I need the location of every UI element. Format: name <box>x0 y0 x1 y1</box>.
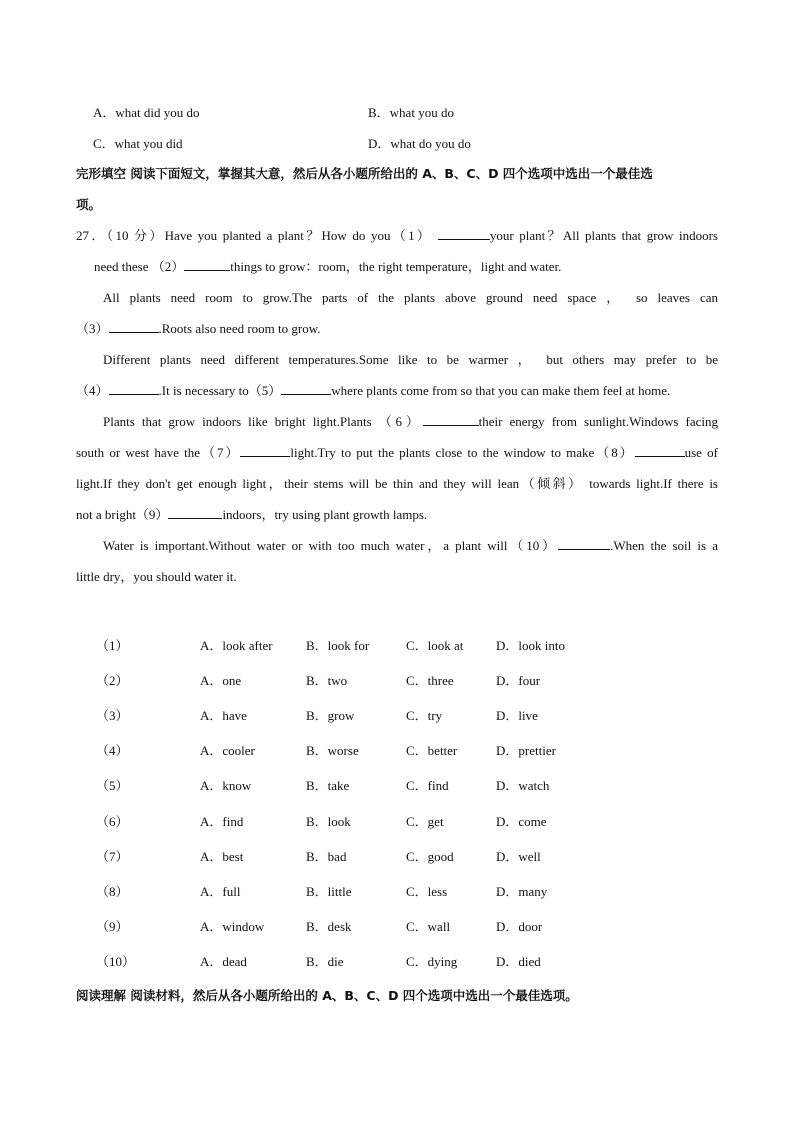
option-row <box>96 846 656 866</box>
option-b[interactable]: B．look for <box>306 638 370 653</box>
option-row <box>96 740 656 760</box>
option-d[interactable]: D．door <box>496 919 543 934</box>
option-a[interactable]: A．look after <box>200 638 273 653</box>
option-b[interactable]: B．look <box>306 814 351 829</box>
blank-2[interactable] <box>184 259 230 271</box>
option-c[interactable]: C．look at <box>406 638 464 653</box>
option-b[interactable]: B．die <box>306 954 344 969</box>
option-a[interactable]: A．cooler <box>200 743 255 758</box>
option-b[interactable]: B．grow <box>306 708 355 723</box>
option-c[interactable]: C．wall <box>406 919 451 934</box>
cloze-heading-cont: 项。 <box>76 197 102 212</box>
option-a[interactable]: A．have <box>200 708 247 723</box>
option-row <box>96 635 656 655</box>
option-number: （7） <box>96 849 129 864</box>
blank-3[interactable] <box>109 321 159 333</box>
option-number: （10） <box>96 954 136 969</box>
option-a[interactable]: A．find <box>200 814 244 829</box>
option-number: （8） <box>96 884 129 899</box>
option-d[interactable]: D．watch <box>496 778 550 793</box>
option-d[interactable]: D．well <box>496 849 541 864</box>
option-c[interactable]: C．less <box>406 884 448 899</box>
option-a[interactable]: A．dead <box>200 954 247 969</box>
blank-10[interactable] <box>558 538 610 550</box>
option-d[interactable]: D．four <box>496 673 541 688</box>
option-row <box>96 881 656 901</box>
reading-heading: 阅读理解 阅读材料，然后从各小题所给出的 A、B、C、D 四个选项中选出一个最佳选项。 <box>76 988 578 1003</box>
prev-option-b: B．what you do <box>368 105 454 120</box>
option-d[interactable]: D．died <box>496 954 541 969</box>
blank-7[interactable] <box>240 445 290 457</box>
option-c[interactable]: C．try <box>406 708 443 723</box>
option-number: （5） <box>96 778 129 793</box>
passage-line-7: Plants that grow indoors like bright light.Plants （6） their energy from sunlight.Windows facing <box>103 414 718 429</box>
blank-5[interactable] <box>281 383 331 395</box>
option-d[interactable]: D．many <box>496 884 548 899</box>
option-c[interactable]: C．get <box>406 814 444 829</box>
passage-line-5: Different plants need different temperatures.Some like to be warmer ， but others may prefer to be <box>103 352 718 367</box>
option-row <box>96 916 656 936</box>
option-a[interactable]: A．full <box>200 884 241 899</box>
blank-8[interactable] <box>635 445 685 457</box>
passage-line-2: need these （2） things to grow：room，the right temperature，light and water. <box>94 259 562 274</box>
option-d[interactable]: D．live <box>496 708 538 723</box>
option-row <box>96 775 656 795</box>
option-c[interactable]: C．better <box>406 743 458 758</box>
option-b[interactable]: B．bad <box>306 849 347 864</box>
cloze-heading <box>76 164 718 182</box>
option-b[interactable]: B．little <box>306 884 352 899</box>
option-number: （3） <box>96 708 129 723</box>
prev-option-c: C．what you did <box>93 136 183 151</box>
option-a[interactable]: A．know <box>200 778 252 793</box>
option-c[interactable]: C．find <box>406 778 449 793</box>
prev-option-a: A．what did you do <box>93 105 200 120</box>
option-a[interactable]: A．one <box>200 673 242 688</box>
blank-1[interactable] <box>438 228 490 240</box>
passage-line-1: 27．（10 分）Have you planted a plant？How do you（1） your plant？All plants that grow indoors <box>76 228 718 243</box>
option-row <box>96 811 656 831</box>
question-number: 27．（10 分） <box>76 228 165 243</box>
option-a[interactable]: A．window <box>200 919 265 934</box>
passage-line-8: south or west have the（7） light.Try to put the plants close to the window to make（8） use of <box>76 445 718 460</box>
option-number: （1） <box>96 638 129 653</box>
passage-line-12: little dry，you should water it. <box>76 569 237 584</box>
option-b[interactable]: B．desk <box>306 919 352 934</box>
option-d[interactable]: D．prettier <box>496 743 556 758</box>
blank-9[interactable] <box>168 507 222 519</box>
option-number: （6） <box>96 814 129 829</box>
option-number: （2） <box>96 673 129 688</box>
option-c[interactable]: C．three <box>406 673 454 688</box>
option-d[interactable]: D．look into <box>496 638 565 653</box>
prev-option-d: D．what do you do <box>368 136 471 151</box>
option-row <box>96 951 656 971</box>
option-b[interactable]: B．two <box>306 673 348 688</box>
option-b[interactable]: B．worse <box>306 743 359 758</box>
passage-line-3: All plants need room to grow.The parts of the plants above ground need space ， so leaves can <box>103 290 718 305</box>
passage-line-4: （3） .Roots also need room to grow. <box>76 321 321 336</box>
cloze-passage <box>76 220 718 592</box>
blank-6[interactable] <box>423 414 479 426</box>
option-c[interactable]: C．good <box>406 849 454 864</box>
option-d[interactable]: D．come <box>496 814 547 829</box>
cloze-heading-line1: 完形填空 阅读下面短文，掌握其大意，然后从各小题所给出的 A、B、C、D 四个选项中选出一个最佳选 <box>76 166 653 181</box>
blank-4[interactable] <box>109 383 159 395</box>
option-b[interactable]: B．take <box>306 778 350 793</box>
option-c[interactable]: C．dying <box>406 954 458 969</box>
option-number: （4） <box>96 743 129 758</box>
passage-line-6: （4） .It is necessary to（5） where plants come from so that you can make them feel at home. <box>76 383 671 398</box>
option-number: （9） <box>96 919 129 934</box>
option-row <box>96 670 656 690</box>
passage-line-10: not a bright（9） indoors，try using plant growth lamps. <box>76 507 428 522</box>
passage-line-11: Water is important.Without water or with too much water，a plant will（10） .When the soil is a <box>103 538 718 553</box>
option-row <box>96 705 656 725</box>
option-a[interactable]: A．best <box>200 849 244 864</box>
passage-line-9: light.If they don't get enough light，their stems will be thin and they will lean（倾斜） towards light.If there is <box>76 476 718 491</box>
